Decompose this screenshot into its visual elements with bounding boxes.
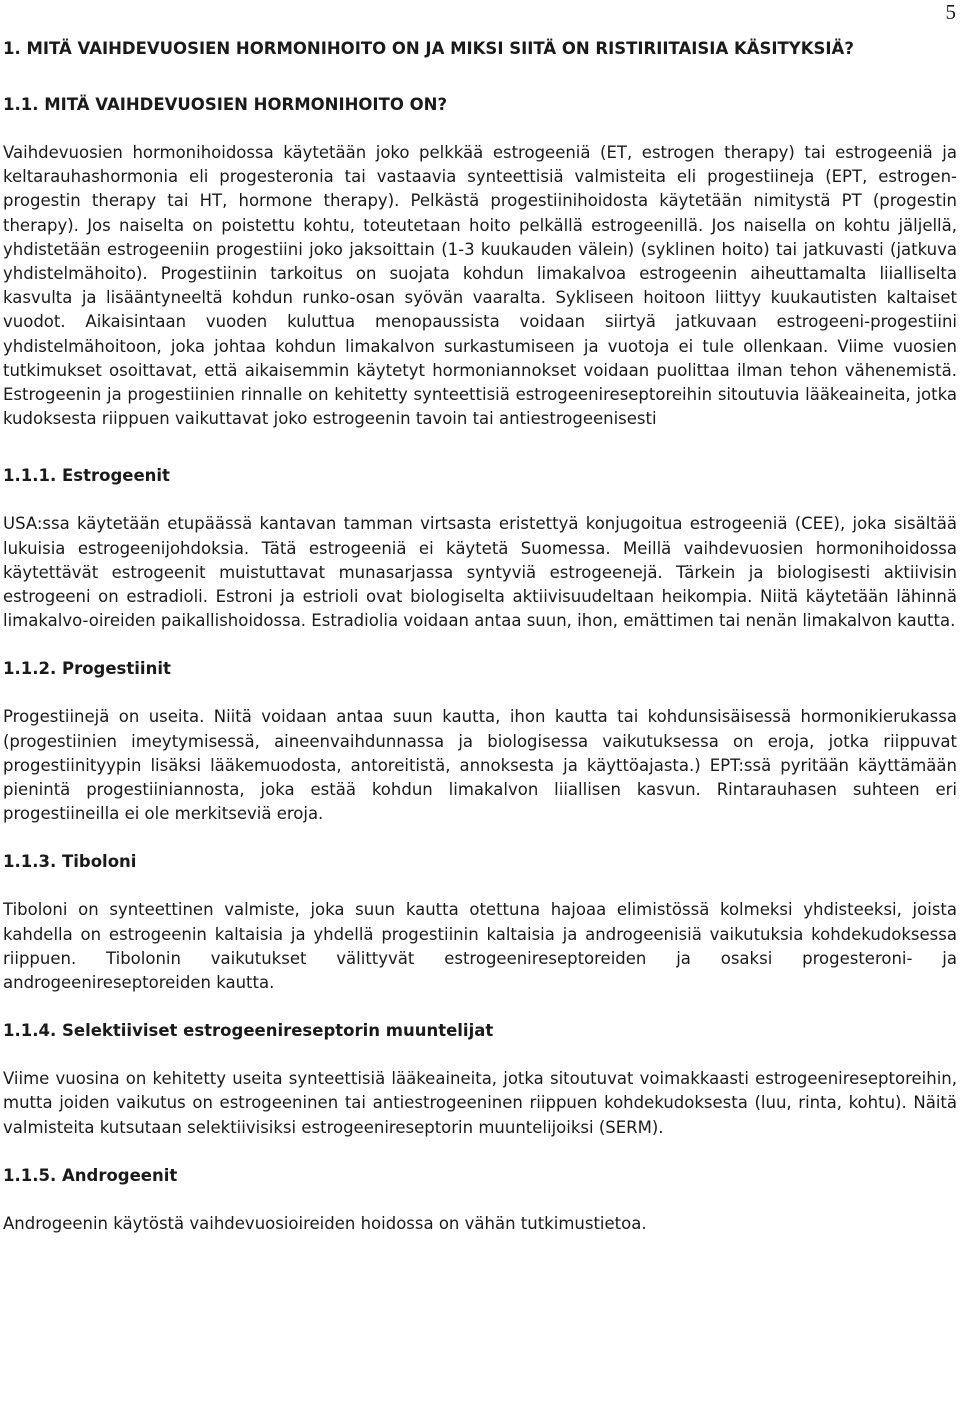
intro-paragraph: Vaihdevuosien hormonihoidossa käytetään joko pelkkää estrogeeniä (ET, estrogen therapy) tai estrogeeniä ja keltarauhashormonia eli progesteronia tai vastaavia synteettisiä valmisteita eli progestiineja (EPT, estrogen-progestin therapy tai HT, hormone therapy). Pelkästä progestiinihoidosta käytetään nimitystä PT (progestin therapy). Jos naiselta on poistettu kohtu, toteutetaan hoito pelkällä estrogeenillä. Jos naisella on kohtu jäljellä, yhdistetään estrogeeniin progestiini joko jaksoittain (1-3 kuukauden välein) (syklinen hoito) tai jatkuvasti (jatkuva yhdistelmähoito). Progestiinin tarkoitus on suojata kohdun limakalvoa estrogeenin aiheuttamalta liialliselta kasvulta ja lisääntyneeltä kohdun runko-osan syövän vaaralta. Sykliseen hoitoon liittyy kuukautisten kaltaiset vuodot. Aikaisintaan vuoden kuluttua menopaussista voidaan siirtyä jatkuvaan estrogeeni-progestiini yhdistelmähoitoon, joka johtaa kohdun limakalvon surkastumiseen ja vuotoja ei tule ollenkaan. Viime vuosien tutkimukset osoittavat, että aikaisemmin käytetyt hormoniannokset voidaan puolittaa ilman tehon vähenemistä. Estrogeenin ja progestiinien rinnalle on kehitetty synteettisiä estrogeenireseptoreihin sitoutuvia lääkeaineita, jotka kudoksesta riippuen vaikuttavat joko estrogeenin tavoin tai antiestrogeenisesti bbox=[3, 143, 957, 429]
subsection-text-estrogeenit: USA:ssa käytetään etupäässä kantavan tamman virtsasta eristettyä konjugoitua estrogeeniä (CEE), joka sisältää lukuisia estrogeenijohdoksia. Tätä estrogeeniä ei käytetä Suomessa. Meillä vaihdevuosien hormonihoidossa käytettävät estrogeenit muistuttavat munasarjassa syntyviä estrogeenejä. Tärkein ja biologisesti aktiivisin estrogeeni on estradioli. Estroni ja estrioli ovat biologiselta aktiivisuudeltaan heikompia. Niitä käytetään lähinnä limakalvo-oireiden paikallishoidossa. Estradiolia voidaan antaa suun, ihon, emättimen tai nenän limakalvon kautta. bbox=[3, 514, 957, 631]
section-heading: 1.1. MITÄ VAIHDEVUOSIEN HORMONIHOITO ON? bbox=[3, 95, 448, 114]
subsection-text-androgeenit: Androgeenin käytöstä vaihdevuosioireiden hoidossa on vähän tutkimustietoa. bbox=[3, 1213, 647, 1233]
subsection-heading-androgeenit: 1.1.5. Androgeenit bbox=[3, 1165, 178, 1185]
page-number: 5 bbox=[945, 0, 956, 24]
subsection-text-tiboloni: Tiboloni on synteettinen valmiste, joka suun kautta otettuna hajoaa elimistössä kolmeksi yhdisteeksi, joista kahdella on estrogeenin kaltaisia ja yhdellä progestiinin kaltaisia ja androgeenisiä vaikutuksia kohdekudoksessa riippuen. Tibolonin vaikutukset välittyvät estrogeenireseptoreiden ja osaksi progesteroni- ja androgeenireseptoreiden kautta. bbox=[3, 900, 957, 993]
subsection-text-serm: Viime vuosina on kehitetty useita synteettisiä lääkeaineita, jotka sitoutuvat voimakkaasti estrogeenireseptoreihin, mutta joiden vaikutus on estrogeeninen tai antiestrogeeninen riippuen kohdekudoksesta (luu, rinta, kohtu). Näitä valmisteita kutsutaan selektiivisiksi estrogeenireseptorin muuntelijoiksi (SERM). bbox=[3, 1069, 957, 1137]
chapter-heading: 1. MITÄ VAIHDEVUOSIEN HORMONIHOITO ON JA MIKSI SIITÄ ON RISTIRIITAISIA KÄSITYKSIÄ? bbox=[3, 39, 854, 58]
document-body bbox=[3, 37, 957, 1236]
subsection-heading-estrogeenit: 1.1.1. Estrogeenit bbox=[3, 466, 170, 486]
subsection-heading-progestiinit: 1.1.2. Progestiinit bbox=[3, 659, 171, 679]
subsection-heading-tiboloni: 1.1.3. Tiboloni bbox=[3, 852, 137, 872]
subsection-heading-serm: 1.1.4. Selektiiviset estrogeenireseptorin muuntelijat bbox=[3, 1021, 494, 1041]
subsection-text-progestiinit: Progestiinejä on useita. Niitä voidaan antaa suun kautta, ihon kautta tai kohdunsisäisessä hormonikierukassa (progestiinien imeytymisessä, aineenvaihdunnassa ja biologisessa vaikutuksessa on eroja, jotka riippuvat progestiinityypin lisäksi lääkemuodosta, antoreitistä, annoksesta ja käyttöajasta.) EPT:ssä pyritään käyttämään pienintä progestiiniannosta, joka estää kohdun limakalvon liiallisen kasvun. Rintarauhasen suhteen eri progestiineilla ei ole merkitseviä eroja. bbox=[3, 707, 957, 824]
